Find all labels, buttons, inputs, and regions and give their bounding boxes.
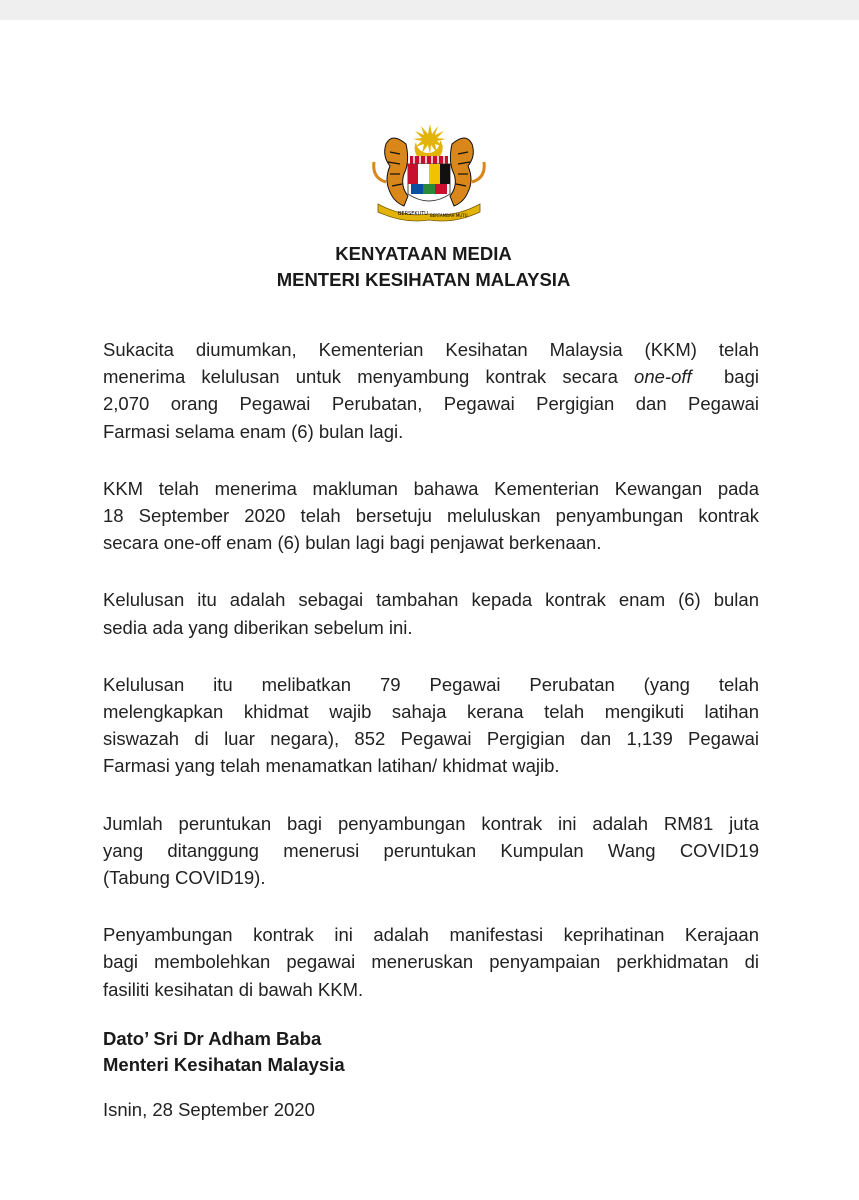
motto-left: BERSEKUTU: [398, 211, 428, 217]
para2-line1: KKM telah menerima makluman bahawa Kementerian Kewangan pada: [103, 477, 759, 499]
para5-line1: Jumlah peruntukan bagi penyambungan kontrak ini adalah RM81 juta: [103, 812, 759, 834]
para3-line2: sedia ada yang diberikan sebelum ini.: [103, 616, 413, 638]
heading-line-2: MENTERI KESIHATAN MALAYSIA: [276, 269, 571, 290]
heading-line-1: KENYATAAN MEDIA: [335, 243, 512, 264]
para5-line3: (Tabung COVID19).: [103, 867, 266, 889]
motto-right: BERTAMBAH MUTU: [430, 213, 468, 218]
para4-line4: Farmasi yang telah menamatkan latihan/ khidmat wajib.: [103, 755, 560, 777]
para6-line3: fasiliti kesihatan di bawah KKM.: [103, 978, 364, 1000]
para4-line3: siswazah di luar negara), 852 Pegawai Pergigian dan 1,139 Pegawai: [103, 728, 759, 750]
para3-line1: Kelulusan itu adalah sebagai tambahan kepada kontrak enam (6) bulan: [103, 589, 759, 611]
paragraph-3: [103, 586, 759, 640]
para1-line2: menerima kelulusan untuk menyambung kontrak secara one-off bagi: [103, 366, 759, 388]
para6-line1: Penyambungan kontrak ini adalah manifestasi keprihatinan Kerajaan: [103, 924, 759, 946]
para1-line3: 2,070 orang Pegawai Perubatan, Pegawai Pergigian dan Pegawai: [103, 393, 759, 415]
para2-line3: secara one-off enam (6) bulan lagi bagi penjawat berkenaan.: [103, 532, 602, 554]
paragraph-2: [103, 475, 759, 557]
paragraph-1: [103, 336, 759, 445]
paragraph-4: [103, 671, 759, 780]
italic-one-off: one-off: [634, 366, 692, 388]
malaysia-coat-of-arms-icon: [364, 122, 494, 222]
paragraph-5: [103, 810, 759, 892]
para4-line1: Kelulusan itu melibatkan 79 Pegawai Perubatan (yang telah: [103, 673, 759, 695]
paragraph-6: [103, 921, 759, 1003]
para6-line2: bagi membolehkan pegawai meneruskan penyampaian perkhidmatan di: [103, 951, 759, 973]
statement-date: Isnin, 28 September 2020: [103, 1099, 315, 1120]
para5-line2: yang ditanggung menerusi peruntukan Kumpulan Wang COVID19: [103, 839, 759, 861]
signatory-title: Menteri Kesihatan Malaysia: [103, 1054, 345, 1075]
document-heading: [0, 241, 859, 293]
signature-block: [103, 1026, 345, 1078]
para1-line1: Sukacita diumumkan, Kementerian Kesihatan Malaysia (KKM) telah: [103, 339, 759, 360]
top-status-strip: [0, 0, 859, 20]
para2-line2: 18 September 2020 telah bersetuju meluluskan penyambungan kontrak: [103, 505, 759, 527]
signatory-name: Dato’ Sri Dr Adham Baba: [103, 1028, 322, 1049]
para4-line2: melengkapkan khidmat wajib sahaja kerana telah mengikuti latihan: [103, 701, 759, 723]
statement-body: [103, 336, 759, 1033]
para1-line4: Farmasi selama enam (6) bulan lagi.: [103, 420, 404, 442]
